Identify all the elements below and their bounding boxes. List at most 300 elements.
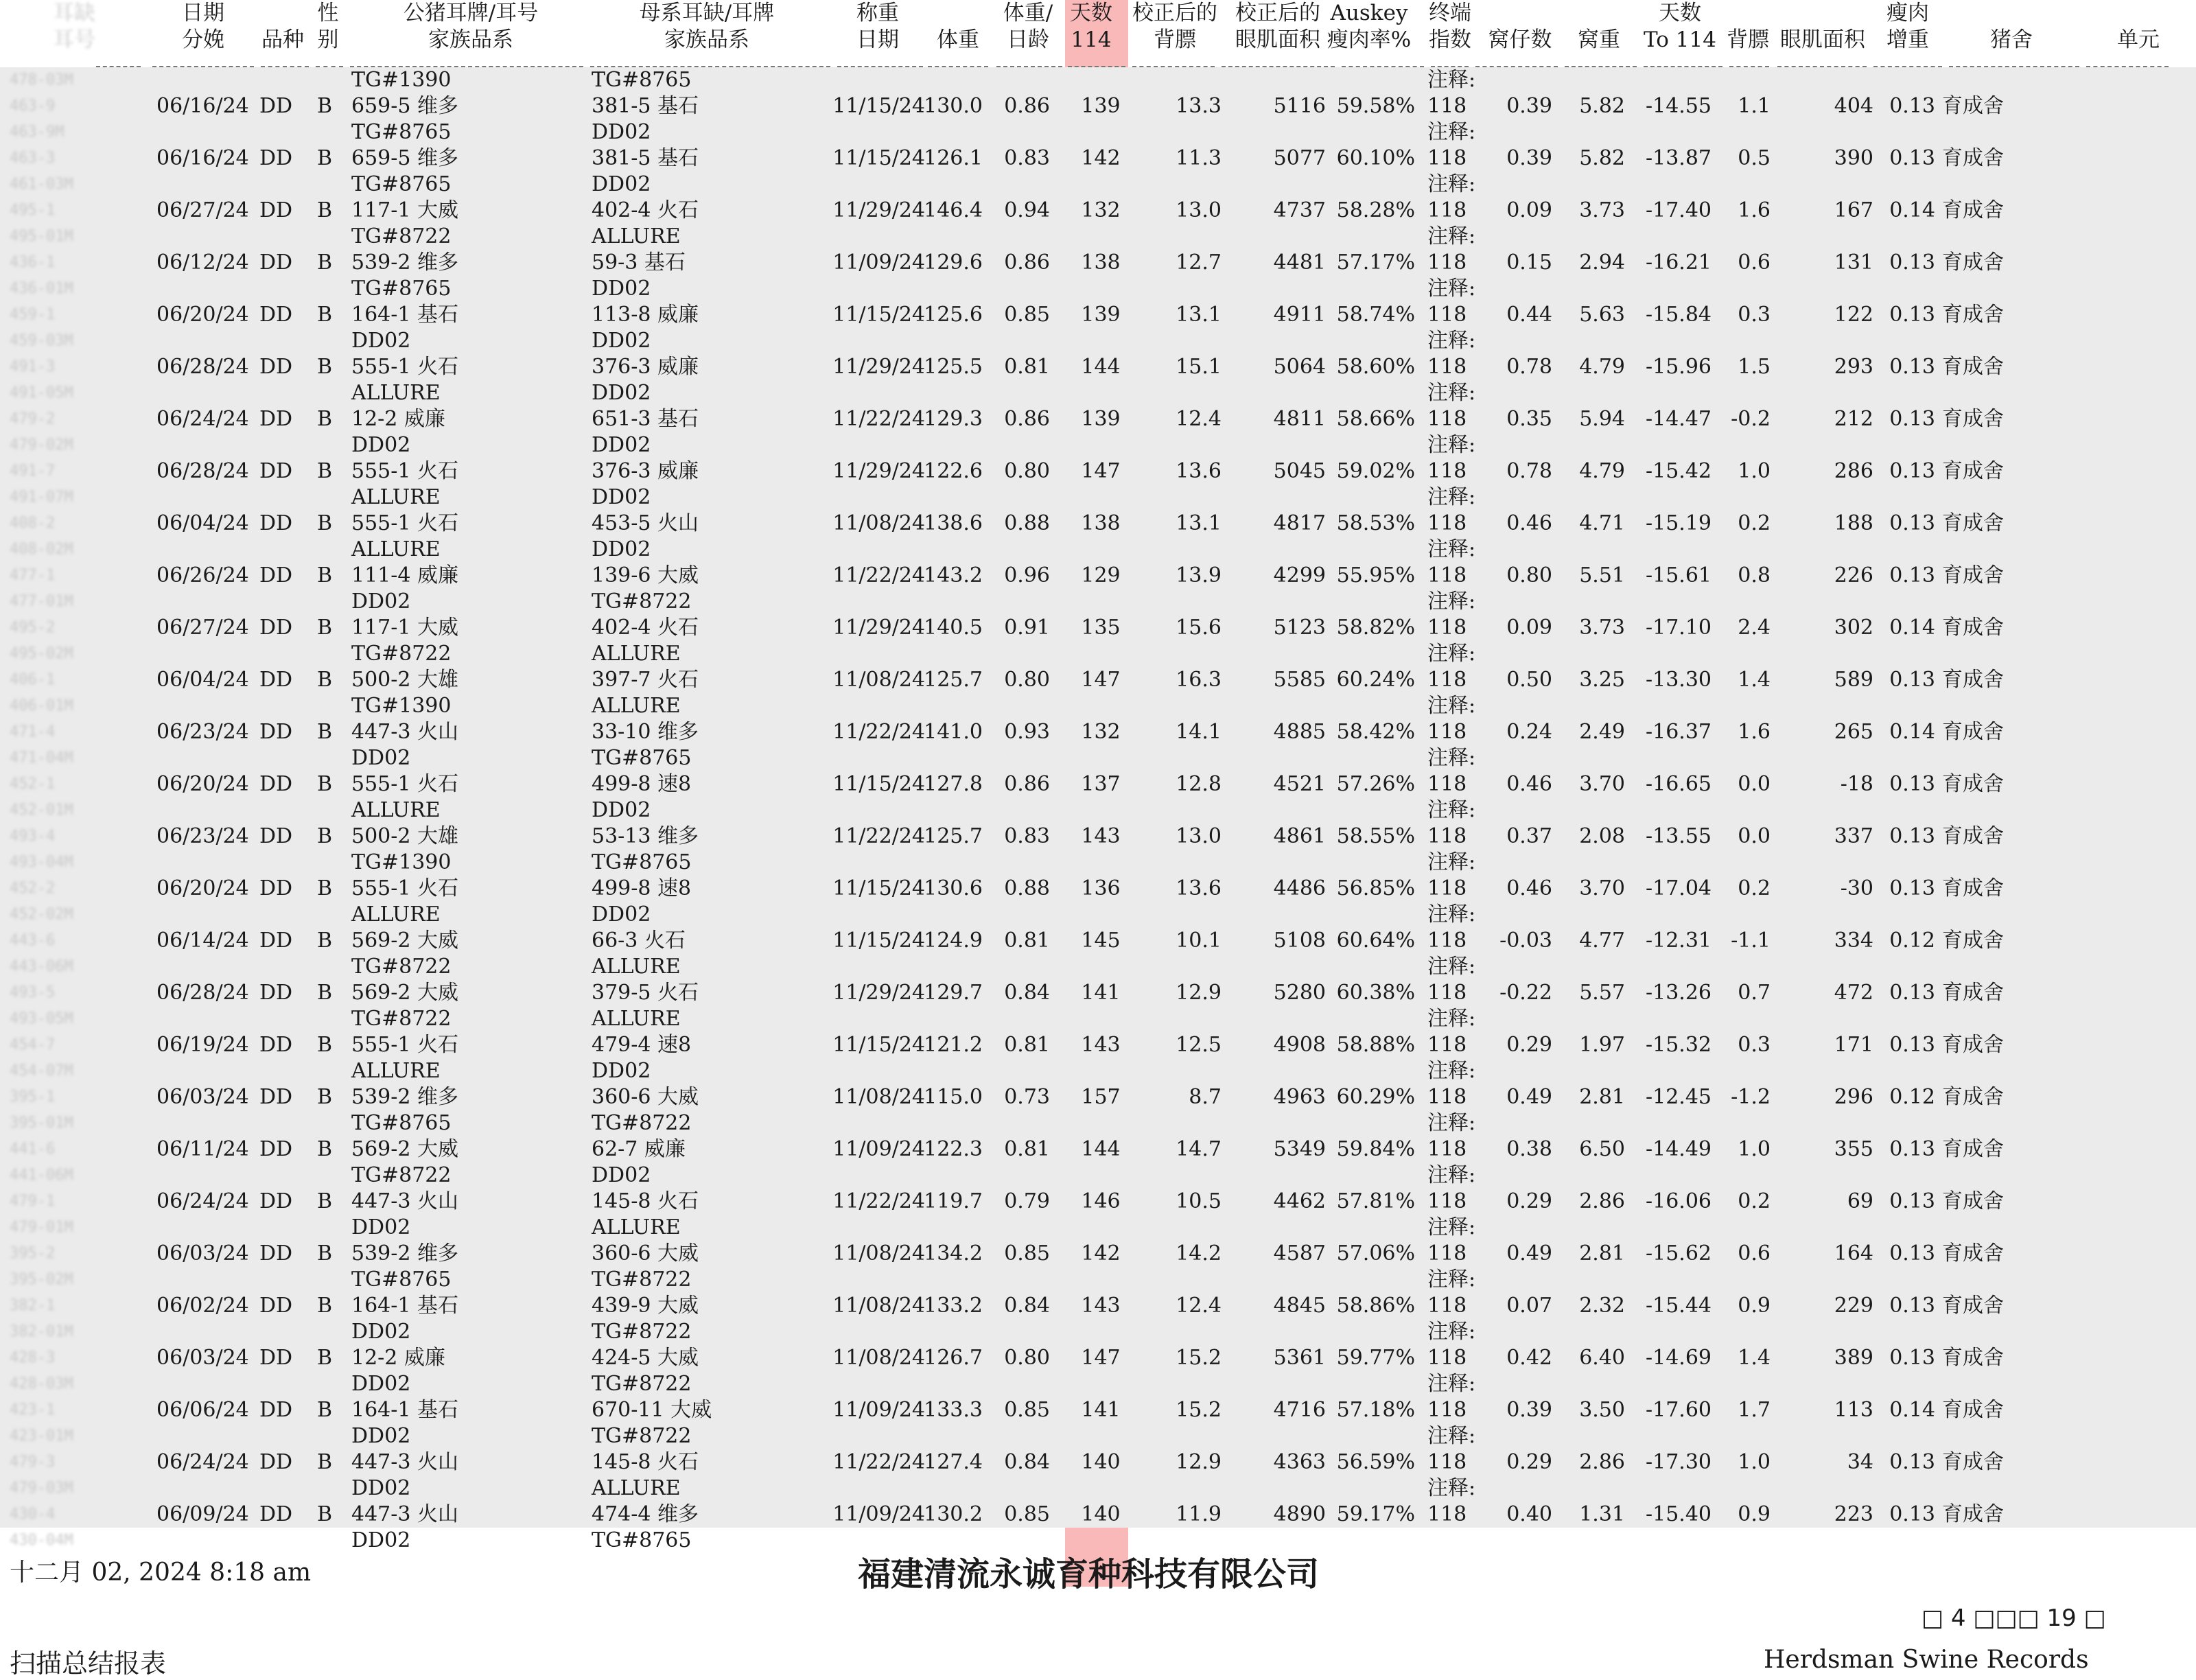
cell-idx: 118 [1427,1189,1467,1213]
cell-wt: 130.0 [924,94,983,118]
cell-date: 06/20/24 [156,876,249,900]
cell-lean: 57.17% [1336,250,1415,275]
cell-lma2: 113 [1834,1398,1873,1422]
cell-wpd: 0.85 [1004,303,1050,327]
cell-sire: 111-4 威廉 [351,563,459,587]
cell-wpd: 0.85 [1004,1502,1050,1526]
cell-barn: 育成舍 [1942,1137,2004,1161]
cell-date: 06/04/24 [156,511,249,535]
header-loin-ebv-line2: 眼肌面积 [1780,27,1865,52]
cell-bf: 8.7 [1189,1085,1222,1109]
note-label: 注释: [1427,955,1476,979]
cell-sire: 164-1 基石 [351,1294,459,1318]
cell-sex: B [317,981,333,1005]
cell-to114: -13.30 [1645,668,1712,692]
cell-date: 06/09/24 [156,1502,249,1526]
cell-wt: 129.6 [924,250,983,275]
cell-wdate: 11/08/24 [832,1085,925,1109]
eartag-bottom: 491-3 [10,358,56,375]
header-unit-line2: 单元 [2117,27,2160,52]
eartag-bottom: 463-3 [10,150,56,167]
cell-wpd: 0.86 [1004,407,1050,431]
cell-lean: 60.38% [1336,981,1415,1005]
eartag-bottom: 454-7 [10,1036,56,1053]
cell-bf: 14.2 [1176,1241,1222,1265]
cell-sire: 659-5 维多 [351,146,459,170]
cell-lw: 4.79 [1579,459,1625,483]
cell-idx: 118 [1427,511,1467,535]
cell-bf2: 2.4 [1738,616,1771,640]
dam-line-tag: TG#8722 [592,1268,692,1292]
cell-bf2: 1.4 [1738,1346,1771,1370]
cell-lma2: 212 [1834,407,1873,431]
cell-to114: -17.04 [1645,876,1712,900]
eartag-top: 382-01M [10,1323,73,1340]
cell-lw: 3.70 [1579,772,1625,796]
dam-line-tag: TG#8722 [592,1424,692,1448]
eartag-top: 471-04M [10,749,73,767]
eartag-top: 493-04M [10,854,73,871]
cell-bf2: 0.7 [1738,981,1771,1005]
header-farrow-date-line1: 日期 [182,1,224,25]
eartag-bottom: 441-6 [10,1141,56,1158]
dam-line-tag: TG#8722 [592,590,692,614]
cell-lg: 0.13 [1889,563,1935,587]
cell-wpd: 0.83 [1004,146,1050,170]
cell-lg: 0.13 [1889,459,1935,483]
cell-idx: 118 [1427,459,1467,483]
cell-idx: 118 [1427,1398,1467,1422]
cell-sex: B [317,1241,333,1265]
note-label: 注释: [1427,1476,1476,1500]
cell-bf: 13.6 [1176,459,1222,483]
dam-line-tag: DD02 [592,120,651,144]
cell-wt: 127.8 [924,772,983,796]
cell-sire: 164-1 基石 [351,1398,459,1422]
cell-bf2: 1.0 [1738,459,1771,483]
sire-line-tag: DD02 [351,329,411,353]
cell-lg: 0.13 [1889,876,1935,900]
cell-lg: 0.13 [1889,1450,1935,1474]
eartag-bottom: 408-2 [10,515,56,532]
cell-bf: 15.6 [1176,616,1222,640]
cell-wpd: 0.84 [1004,1294,1050,1318]
cell-lw: 2.49 [1579,720,1625,744]
cell-dam: 381-5 基石 [592,146,699,170]
cell-bf: 12.4 [1176,407,1222,431]
cell-bf2: 1.6 [1738,198,1771,222]
cell-breed: DD [259,250,293,275]
sire-line-tag: DD02 [351,590,411,614]
cell-lw: 5.51 [1579,563,1625,587]
cell-bf: 15.1 [1176,355,1222,379]
note-label: 注释: [1427,1111,1476,1135]
cell-litter: 0.78 [1506,459,1552,483]
cell-barn: 育成舍 [1942,929,2004,953]
cell-dam: 479-4 速8 [592,1033,692,1057]
dam-line-tag: DD02 [592,277,651,301]
table-header [0,0,2196,69]
cell-wdate: 11/08/24 [832,668,925,692]
cell-wpd: 0.79 [1004,1189,1050,1213]
company-name: 福建清流永诚育种科技有限公司 [858,1555,1320,1594]
sire-line-tag: ALLURE [351,902,441,926]
cell-litter: 0.49 [1506,1241,1552,1265]
cell-barn: 育成舍 [1942,824,2004,848]
cell-sex: B [317,1033,333,1057]
cell-lg: 0.13 [1889,668,1935,692]
sire-line-tag: TG#8765 [351,277,452,301]
dam-line-tag-top: TG#8765 [592,68,692,92]
cell-date: 06/27/24 [156,616,249,640]
cell-days: 145 [1081,929,1121,953]
header-lean-gain-line2: 增重 [1887,27,1929,52]
sire-line-tag: TG#1390 [351,850,452,874]
note-label: 注释: [1427,68,1476,92]
cell-bf2: 0.6 [1738,250,1771,275]
note-label: 注释: [1427,537,1476,561]
cell-wdate: 11/09/24 [832,1137,925,1161]
eartag-top: 408-02M [10,541,73,558]
header-terminal-index-line2: 指数 [1429,27,1471,52]
cell-lg: 0.13 [1889,1502,1935,1526]
cell-lma: 4861 [1273,824,1326,848]
cell-barn: 育成舍 [1942,1398,2004,1422]
cell-lma2: 69 [1847,1189,1873,1213]
cell-to114: -16.65 [1645,772,1712,796]
sire-line-tag-top: TG#1390 [351,68,452,92]
cell-to114: -16.37 [1645,720,1712,744]
eartag-bottom: 495-2 [10,619,56,636]
dam-line-tag: ALLURE [592,1215,681,1239]
eartag-bottom: 443-6 [10,932,56,949]
cell-lean: 56.85% [1336,876,1415,900]
cell-to114: -15.44 [1645,1294,1712,1318]
cell-idx: 118 [1427,1085,1467,1109]
eartag-bottom: 493-4 [10,828,56,845]
cell-lg: 0.13 [1889,355,1935,379]
cell-lean: 59.58% [1336,94,1415,118]
cell-wpd: 0.96 [1004,563,1050,587]
page-indicator: □ 4 □□□ 19 □ [1922,1605,2106,1632]
eartag-top: 491-05M [10,384,73,401]
cell-barn: 育成舍 [1942,772,2004,796]
cell-litter: 0.29 [1506,1033,1552,1057]
cell-breed: DD [259,1294,293,1318]
cell-lma: 4737 [1273,198,1326,222]
header-barn-line2: 猪舍 [1990,27,2033,52]
dam-line-tag: ALLURE [592,1476,681,1500]
cell-bf2: 0.9 [1738,1294,1771,1318]
cell-lean: 58.82% [1336,616,1415,640]
cell-breed: DD [259,1085,293,1109]
cell-sire: 569-2 大威 [351,929,459,953]
cell-lw: 5.82 [1579,146,1625,170]
cell-wpd: 0.86 [1004,772,1050,796]
cell-lma2: 171 [1834,1033,1873,1057]
cell-sire: 12-2 威廉 [351,1346,445,1370]
note-label: 注释: [1427,224,1476,248]
cell-wt: 121.2 [924,1033,983,1057]
cell-barn: 育成舍 [1942,1346,2004,1370]
sire-line-tag: DD02 [351,746,411,770]
cell-wt: 115.0 [924,1085,983,1109]
dam-line-tag: TG#8722 [592,1372,692,1396]
cell-sex: B [317,1294,333,1318]
cell-lw: 2.32 [1579,1294,1625,1318]
cell-days: 135 [1081,616,1121,640]
cell-date: 06/20/24 [156,772,249,796]
note-label: 注释: [1427,1059,1476,1083]
cell-dam: 360-6 大威 [592,1241,699,1265]
cell-barn: 育成舍 [1942,876,2004,900]
cell-wdate: 11/29/24 [832,355,925,379]
cell-sex: B [317,1346,333,1370]
cell-lw: 3.73 [1579,198,1625,222]
sire-line-tag: TG#8722 [351,955,452,979]
sire-line-tag: TG#8765 [351,1111,452,1135]
cell-bf2: 1.7 [1738,1398,1771,1422]
eartag-top: 477-01M [10,593,73,610]
cell-lw: 2.94 [1579,250,1625,275]
cell-lean: 55.95% [1336,563,1415,587]
note-label: 注释: [1427,172,1476,196]
cell-lma: 5108 [1273,929,1326,953]
cell-idx: 118 [1427,1294,1467,1318]
cell-barn: 育成舍 [1942,511,2004,535]
cell-sire: 539-2 维多 [351,250,459,275]
cell-wt: 119.7 [924,1189,983,1213]
cell-lw: 3.25 [1579,668,1625,692]
cell-wpd: 0.88 [1004,876,1050,900]
cell-lma: 4521 [1273,772,1326,796]
sire-line-tag: TG#8765 [351,120,452,144]
cell-sire: 539-2 维多 [351,1085,459,1109]
header-sire-line-line2: 家族品系 [428,27,513,52]
cell-lg: 0.13 [1889,1033,1935,1057]
header-terminal-index-line1: 终端 [1429,1,1471,25]
cell-bf2: 0.5 [1738,146,1771,170]
sire-line-tag: DD02 [351,1476,411,1500]
cell-sire: 659-5 维多 [351,94,459,118]
note-label: 注释: [1427,485,1476,509]
cell-lg: 0.13 [1889,407,1935,431]
cell-wt: 125.7 [924,824,983,848]
cell-sire: 447-3 火山 [351,1189,459,1213]
cell-lma: 5349 [1273,1137,1326,1161]
header-loin-area-line2: 眼肌面积 [1235,27,1320,52]
cell-lma: 4845 [1273,1294,1326,1318]
cell-wpd: 0.88 [1004,511,1050,535]
cell-lma2: 226 [1834,563,1873,587]
cell-litter: 0.39 [1506,94,1552,118]
header-dam-line-line2: 家族品系 [664,27,749,52]
cell-lma: 4908 [1273,1033,1326,1057]
cell-lma2: 34 [1847,1450,1873,1474]
cell-lg: 0.13 [1889,303,1935,327]
dam-line-tag: DD02 [592,798,651,822]
cell-breed: DD [259,355,293,379]
header-lean-gain-line1: 瘦肉 [1887,1,1929,25]
cell-lw: 5.82 [1579,94,1625,118]
cell-lg: 0.12 [1889,1085,1935,1109]
header-weight-line2: 体重 [937,27,979,52]
sire-line-tag: TG#8722 [351,642,452,666]
cell-lw: 4.79 [1579,355,1625,379]
cell-sex: B [317,1189,333,1213]
cell-sire: 555-1 火石 [351,1033,459,1057]
cell-wt: 129.7 [924,981,983,1005]
dam-line-tag: DD02 [592,172,651,196]
cell-breed: DD [259,981,293,1005]
dam-line-tag: TG#8722 [592,1320,692,1344]
sire-line-tag: ALLURE [351,537,441,561]
note-label: 注释: [1427,433,1476,457]
cell-lma2: 337 [1834,824,1873,848]
cell-breed: DD [259,616,293,640]
cell-lg: 0.13 [1889,772,1935,796]
cell-barn: 育成舍 [1942,407,2004,431]
cell-lma2: 334 [1834,929,1873,953]
header-lean-pct-line1: Auskey [1330,1,1408,25]
cell-to114: -14.47 [1645,407,1712,431]
cell-wdate: 11/15/24 [832,876,925,900]
cell-days: 141 [1081,1398,1121,1422]
cell-idx: 118 [1427,876,1467,900]
eartag-bottom: 459-1 [10,306,56,323]
cell-wpd: 0.93 [1004,720,1050,744]
cell-sex: B [317,511,333,535]
eartag-bottom: 428-3 [10,1349,56,1366]
cell-litter: 0.78 [1506,355,1552,379]
cell-sex: B [317,824,333,848]
cell-to114: -13.26 [1645,981,1712,1005]
cell-dam: 499-8 速8 [592,876,692,900]
cell-wdate: 11/22/24 [832,824,925,848]
cell-dam: 453-5 火山 [592,511,699,535]
cell-sex: B [317,1398,333,1422]
sire-line-tag: DD02 [351,1424,411,1448]
note-label: 注释: [1427,1320,1476,1344]
cell-bf: 13.0 [1176,824,1222,848]
cell-lean: 60.29% [1336,1085,1415,1109]
eartag-top: 493-05M [10,1010,73,1027]
cell-wt: 130.6 [924,876,983,900]
cell-barn: 育成舍 [1942,1189,2004,1213]
cell-bf2: -1.1 [1731,929,1771,953]
header-weigh-date-line1: 称重 [856,1,899,25]
cell-wdate: 11/22/24 [832,1189,925,1213]
cell-barn: 育成舍 [1942,1085,2004,1109]
cell-lg: 0.13 [1889,511,1935,535]
cell-idx: 118 [1427,824,1467,848]
cell-lg: 0.14 [1889,616,1935,640]
cell-breed: DD [259,563,293,587]
cell-bf2: 1.0 [1738,1137,1771,1161]
cell-wt: 140.5 [924,616,983,640]
note-label: 注释: [1427,120,1476,144]
cell-bf: 13.0 [1176,198,1222,222]
cell-idx: 118 [1427,616,1467,640]
cell-barn: 育成舍 [1942,1450,2004,1474]
header-eartag-line1: 耳缺 [53,1,95,25]
eartag-bottom: 477-1 [10,567,56,584]
cell-lma2: 472 [1834,981,1873,1005]
cell-days: 142 [1081,1241,1121,1265]
cell-date: 06/14/24 [156,929,249,953]
cell-litter: 0.46 [1506,772,1552,796]
cell-lg: 0.14 [1889,720,1935,744]
dam-line-tag: TG#8722 [592,1111,692,1135]
cell-days: 146 [1081,1189,1121,1213]
cell-lg: 0.14 [1889,1398,1935,1422]
note-label: 注释: [1427,1215,1476,1239]
cell-bf: 12.9 [1176,1450,1222,1474]
cell-idx: 118 [1427,772,1467,796]
header-weight-per-day-line1: 体重/ [1003,1,1053,25]
cell-wpd: 0.80 [1004,459,1050,483]
cell-sex: B [317,355,333,379]
eartag-top: 495-01M [10,228,73,245]
cell-breed: DD [259,876,293,900]
note-label: 注释: [1427,1007,1476,1031]
note-label: 注释: [1427,1163,1476,1187]
cell-sire: 569-2 大威 [351,981,459,1005]
cell-barn: 育成舍 [1942,250,2004,275]
note-label: 注释: [1427,329,1476,353]
cell-litter: 0.39 [1506,1398,1552,1422]
cell-breed: DD [259,459,293,483]
cell-days: 147 [1081,668,1121,692]
eartag-bottom: 479-1 [10,1193,56,1210]
eartag-bottom: 493-5 [10,984,56,1001]
cell-litter: 0.50 [1506,668,1552,692]
cell-breed: DD [259,929,293,953]
cell-lma2: 229 [1834,1294,1873,1318]
cell-wdate: 11/22/24 [832,720,925,744]
dam-line-tag: TG#8765 [592,746,692,770]
cell-barn: 育成舍 [1942,668,2004,692]
cell-lg: 0.13 [1889,824,1935,848]
cell-wdate: 11/08/24 [832,1241,925,1265]
sire-line-tag: TG#8765 [351,1268,452,1292]
cell-lw: 6.50 [1579,1137,1625,1161]
cell-litter: 0.42 [1506,1346,1552,1370]
cell-wpd: 0.94 [1004,198,1050,222]
cell-lw: 3.50 [1579,1398,1625,1422]
cell-lw: 4.71 [1579,511,1625,535]
cell-idx: 118 [1427,981,1467,1005]
cell-barn: 育成舍 [1942,720,2004,744]
eartag-top: 491-07M [10,489,73,506]
cell-wdate: 11/08/24 [832,1346,925,1370]
cell-lma2: 223 [1834,1502,1873,1526]
cell-to114: -16.21 [1645,250,1712,275]
cell-sex: B [317,1085,333,1109]
eartag-top: 463-9M [10,124,65,141]
cell-sex: B [317,876,333,900]
sire-line-tag: TG#8765 [351,172,452,196]
cell-bf: 13.1 [1176,511,1222,535]
cell-to114: -17.10 [1645,616,1712,640]
cell-breed: DD [259,1346,293,1370]
sire-line-tag: DD02 [351,433,411,457]
cell-to114: -14.55 [1645,94,1712,118]
cell-dam: 139-6 大威 [592,563,699,587]
cell-sex: B [317,720,333,744]
sire-line-tag: DD02 [351,1215,411,1239]
cell-lg: 0.13 [1889,1346,1935,1370]
